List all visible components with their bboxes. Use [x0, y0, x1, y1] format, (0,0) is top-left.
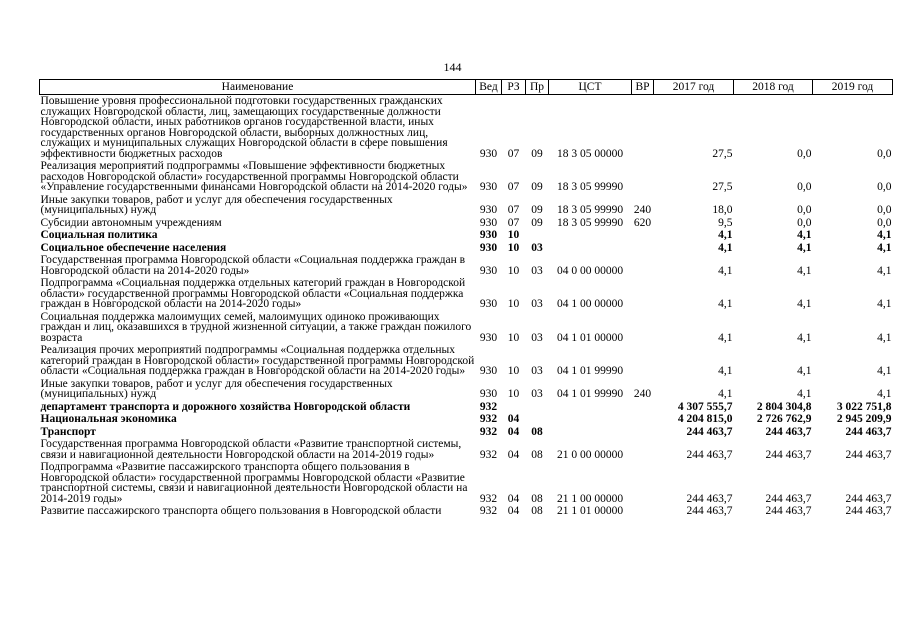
cell-2019: 0,0	[877, 181, 892, 193]
cell-2018: 4,1	[797, 331, 812, 344]
cell-2017: 4,1	[718, 264, 733, 277]
cell-2017: 4,1	[718, 365, 733, 377]
cell-name: Социальное обеспечение населения	[40, 241, 227, 254]
table-row	[40, 438, 893, 461]
cell-2019: 0,0	[877, 147, 892, 160]
cell-2019: 4,1	[877, 229, 892, 241]
cell-rz: 07	[507, 204, 520, 216]
cell-rz: 07	[507, 147, 520, 160]
cell-2018: 4,1	[797, 241, 812, 254]
cell-vr	[632, 277, 654, 311]
cell-vr	[632, 413, 654, 426]
cell-pr: 03	[531, 365, 543, 377]
cell-vr	[632, 344, 654, 378]
cell-2018: 0,0	[797, 216, 812, 229]
table-row	[40, 160, 893, 194]
cell-pr: 03	[531, 298, 543, 310]
cell-2017: 244 463,7	[686, 505, 733, 517]
cell-ved: 930	[479, 241, 498, 254]
budget-table	[39, 79, 893, 518]
cell-2017: 244 463,7	[686, 492, 733, 505]
cell-2018: 244 463,7	[765, 492, 812, 505]
cell-2018: 4,1	[797, 229, 812, 241]
cell-rz: 04	[507, 413, 520, 425]
header-rz: РЗ	[502, 80, 526, 95]
table-row	[40, 242, 893, 255]
cell-2017: 27,5	[712, 181, 733, 193]
cell-2018: 4,1	[797, 388, 812, 400]
cell-vr	[632, 438, 654, 461]
cell-2018: 2 804 304,8	[756, 400, 812, 413]
cell-2017: 4,1	[718, 388, 733, 400]
cell-cst: 21 0 00 00000	[556, 448, 624, 461]
cell-rz: 10	[507, 365, 520, 377]
cell-rz: 04	[507, 492, 520, 505]
cell-pr: 08	[531, 425, 543, 438]
cell-pr: 03	[531, 264, 543, 277]
cell-ved: 932	[479, 492, 498, 505]
cell-rz: 07	[507, 216, 520, 229]
cell-pr	[526, 401, 549, 414]
cell-2018: 0,0	[797, 147, 812, 160]
cell-2017: 4,1	[718, 298, 733, 310]
cell-rz: 10	[507, 388, 520, 400]
cell-cst	[549, 413, 632, 426]
header-2019: 2019 год	[813, 80, 893, 95]
cell-2019: 0,0	[877, 204, 892, 216]
table-row	[40, 378, 893, 401]
cell-vr	[632, 401, 654, 414]
cell-pr	[526, 413, 549, 426]
cell-rz	[502, 401, 526, 414]
cell-name: Подпрограмма «Развитие пассажирского транспорта общего пользования в Новгородской области» государственной программы Новгородской области «Развитие транспортной системы, связи и навигационной деятельности Новгородской области на 2014-2019 годы»	[40, 461, 468, 505]
table-row	[40, 505, 893, 518]
cell-2019: 0,0	[877, 216, 892, 229]
cell-2017: 9,5	[718, 216, 733, 229]
cell-2019: 244 463,7	[845, 425, 892, 438]
cell-2019: 4,1	[877, 264, 892, 277]
cell-2019: 4,1	[877, 298, 892, 310]
cell-ved: 930	[479, 147, 498, 160]
cell-2019: 2 945 209,9	[836, 413, 892, 425]
cell-pr: 03	[531, 241, 543, 254]
table-row	[40, 254, 893, 277]
cell-ved: 930	[479, 264, 498, 277]
cell-pr: 09	[531, 216, 543, 229]
cell-ved: 930	[479, 331, 498, 344]
cell-2018: 4,1	[797, 264, 812, 277]
cell-ved: 932	[479, 448, 498, 461]
cell-pr: 09	[531, 181, 543, 193]
cell-ved: 930	[479, 365, 498, 377]
cell-cst	[549, 242, 632, 255]
cell-cst: 21 1 01 00000	[556, 505, 624, 517]
header-cst: ЦСТ	[549, 80, 632, 95]
cell-2017: 4 204 815,0	[677, 413, 733, 425]
table-row	[40, 413, 893, 426]
cell-ved: 930	[479, 181, 498, 193]
cell-vr	[632, 426, 654, 439]
cell-pr	[526, 229, 549, 242]
cell-rz: 04	[507, 425, 520, 438]
cell-pr: 03	[531, 331, 543, 344]
cell-cst	[549, 401, 632, 414]
table-row	[40, 461, 893, 505]
cell-cst: 04 1 01 99990	[556, 388, 624, 400]
cell-cst: 18 3 05 99990	[556, 216, 624, 229]
cell-rz: 07	[507, 181, 520, 193]
cell-2018: 244 463,7	[765, 448, 812, 461]
cell-ved: 930	[479, 229, 498, 241]
cell-name: Национальная экономика	[40, 413, 177, 425]
page-number: 144	[443, 60, 462, 74]
table-row	[40, 344, 893, 378]
cell-name: Повышение уровня профессиональной подготовки государственных гражданских служащих Новгородской области, лиц, замещающих государственные должности Новгородской области, иных работников органов государственной власти, иных государственных органов Новгородской области, выборных должностных лиц, служащих и муниципальных служащих Новгородской области в сфере повышения эффективности бюджетных расходов	[40, 95, 448, 160]
cell-pr: 08	[531, 448, 543, 461]
cell-rz: 10	[507, 229, 520, 241]
table-row	[40, 277, 893, 311]
cell-rz: 10	[507, 298, 520, 310]
cell-vr	[632, 505, 654, 518]
table-header-row	[40, 80, 893, 95]
cell-vr: 240	[633, 388, 652, 400]
cell-cst: 18 3 05 00000	[556, 147, 624, 160]
cell-2017: 4,1	[718, 229, 733, 241]
cell-2019: 3 022 751,8	[836, 400, 892, 413]
cell-vr	[632, 461, 654, 505]
header-2017: 2017 год	[654, 80, 734, 95]
cell-2018: 244 463,7	[765, 505, 812, 517]
cell-name: Государственная программа Новгородской области «Развитие транспортной системы, связи и навигационной деятельности Новгородской области на 2014-2019 годы»	[40, 438, 462, 461]
table-row	[40, 311, 893, 345]
cell-pr: 08	[531, 492, 543, 505]
cell-vr	[632, 160, 654, 194]
cell-2019: 244 463,7	[845, 448, 892, 461]
table-row	[40, 229, 893, 242]
cell-name: Социальная политика	[40, 229, 158, 241]
cell-2017: 244 463,7	[686, 425, 733, 438]
header-ved: Вед	[476, 80, 502, 95]
cell-vr: 620	[633, 216, 652, 229]
cell-pr: 09	[531, 204, 543, 216]
cell-pr: 08	[531, 505, 543, 517]
cell-rz: 10	[507, 331, 520, 344]
cell-name: департамент транспорта и дорожного хозяйства Новгородской области	[40, 400, 411, 413]
cell-2017: 4,1	[718, 241, 733, 254]
cell-cst	[549, 426, 632, 439]
cell-ved: 930	[479, 216, 498, 229]
cell-cst: 18 3 05 99990	[556, 204, 624, 216]
cell-2017: 4,1	[718, 331, 733, 344]
table-row	[40, 194, 893, 217]
cell-pr: 09	[531, 147, 543, 160]
header-vr: ВР	[632, 80, 654, 95]
cell-ved: 930	[479, 388, 498, 400]
cell-2017: 27,5	[712, 147, 733, 160]
cell-name: Государственная программа Новгородской области «Социальная поддержка граждан в Новгородской области на 2014-2020 годы»	[40, 254, 466, 277]
cell-name: Подпрограмма «Социальная поддержка отдельных категорий граждан в Новгородской области» государственной программы Новгородской области «Социальная поддержка граждан в Новгородской области на 2014-2020 годы»	[40, 277, 466, 310]
cell-rz: 04	[507, 505, 520, 517]
cell-2017: 18,0	[712, 204, 733, 216]
cell-cst: 18 3 05 99990	[556, 181, 624, 193]
cell-pr: 03	[531, 388, 543, 400]
cell-2019: 244 463,7	[845, 492, 892, 505]
cell-2018: 0,0	[797, 181, 812, 193]
cell-vr: 240	[633, 204, 652, 216]
cell-cst: 04 1 01 99990	[556, 365, 624, 377]
cell-ved: 932	[479, 425, 498, 438]
cell-ved: 932	[479, 413, 498, 425]
cell-cst: 04 0 00 00000	[556, 264, 624, 277]
cell-name: Развитие пассажирского транспорта общего пользования в Новгородской области	[40, 505, 442, 517]
table-row	[40, 217, 893, 230]
cell-name: Иные закупки товаров, работ и услуг для обеспечения государственных (муниципальных) нужд	[40, 377, 393, 400]
cell-2018: 2 726 762,9	[756, 413, 812, 425]
cell-ved: 932	[479, 400, 498, 413]
cell-cst: 21 1 00 00000	[556, 492, 624, 505]
cell-cst: 04 1 01 00000	[556, 331, 624, 344]
cell-2018: 4,1	[797, 365, 812, 377]
cell-rz: 10	[507, 264, 520, 277]
cell-cst: 04 1 00 00000	[556, 298, 624, 310]
cell-2018: 4,1	[797, 298, 812, 310]
cell-name: Реализация прочих мероприятий подпрограммы «Социальная поддержка отдельных категорий граждан в Новгородской области» государственной программы Новгородской области «Социальная поддержка граждан в Новгородской области на 2014-2020 годы»	[40, 344, 475, 377]
cell-vr	[632, 254, 654, 277]
header-pr: Пр	[526, 80, 549, 95]
cell-name: Транспорт	[40, 425, 96, 438]
cell-ved: 932	[479, 505, 498, 517]
cell-name: Реализация мероприятий подпрограммы «Повышение эффективности бюджетных расходов Новгородской области» государственной программы Новгородской области «Управление государственными финансами Новгородской области на 2014-2020 годы»	[40, 160, 468, 193]
cell-2019: 4,1	[877, 365, 892, 377]
cell-2019: 4,1	[877, 331, 892, 344]
cell-2019: 4,1	[877, 241, 892, 254]
table-row	[40, 426, 893, 439]
cell-vr	[632, 311, 654, 345]
cell-2018: 0,0	[797, 204, 812, 216]
cell-rz: 04	[507, 448, 520, 461]
header-name: Наименование	[40, 80, 476, 95]
cell-name: Иные закупки товаров, работ и услуг для обеспечения государственных (муниципальных) нужд	[40, 193, 393, 216]
cell-2018: 244 463,7	[765, 425, 812, 438]
cell-cst	[549, 229, 632, 242]
cell-vr	[632, 242, 654, 255]
cell-ved: 930	[479, 204, 498, 216]
cell-2019: 4,1	[877, 388, 892, 400]
cell-name: Социальная поддержка малоимущих семей, малоимущих одиноко проживающих граждан и лиц, оказавшихся в трудной жизненной ситуации, а также граждан пожилого возраста	[40, 310, 472, 344]
cell-2019: 244 463,7	[845, 505, 892, 517]
cell-2017: 244 463,7	[686, 448, 733, 461]
table-row	[40, 401, 893, 414]
cell-rz: 10	[507, 241, 520, 254]
cell-vr	[632, 95, 654, 161]
header-2018: 2018 год	[734, 80, 813, 95]
cell-name: Субсидии автономным учреждениям	[40, 216, 222, 229]
cell-vr	[632, 229, 654, 242]
cell-ved: 930	[479, 298, 498, 310]
cell-2017: 4 307 555,7	[677, 400, 733, 413]
table-row	[40, 95, 893, 161]
